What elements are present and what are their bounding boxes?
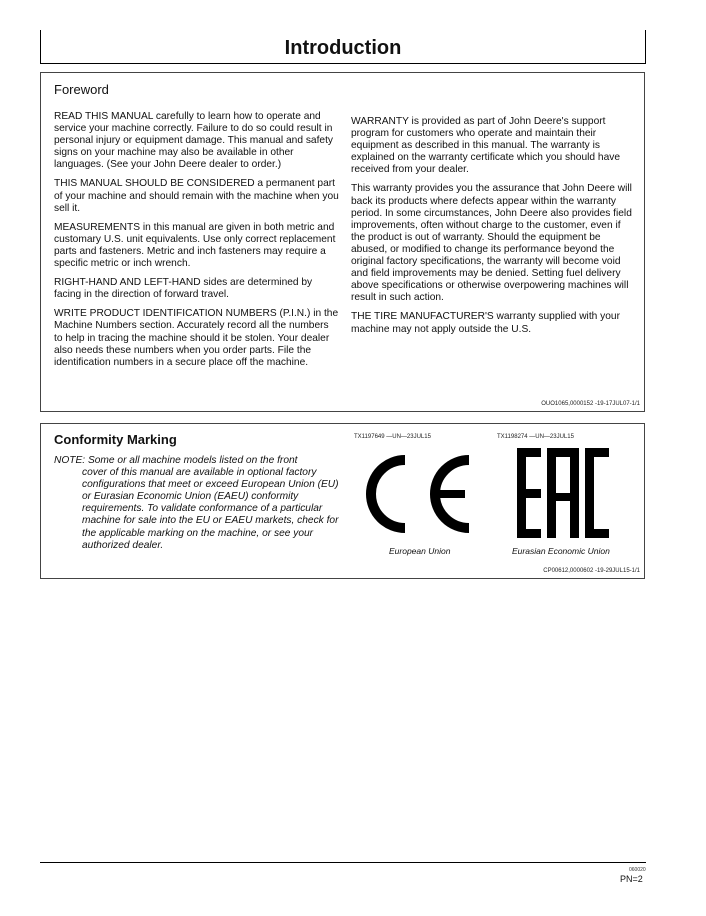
foreword-paragraph: THIS MANUAL SHOULD BE CONSIDERED a permanent part of your machine and should remain with the machine when you sell it. — [54, 178, 339, 214]
page-number: PN=2 — [620, 874, 643, 884]
foreword-paragraph: WRITE PRODUCT IDENTIFICATION NUMBERS (P.I.N.) in the Machine Numbers section. Accurately record all the numbers to help in tracing the machine should it be stolen. Your dealer also needs these numbers when you order parts. File the identification numbers in a secure place off the machine. — [54, 308, 339, 368]
foreword-heading: Foreword — [54, 82, 109, 97]
foreword-paragraph: RIGHT-HAND AND LEFT-HAND sides are determined by facing in the direction of forward travel. — [54, 277, 313, 301]
note-body: cover of this manual are available in optional factory configurations that meet or exceed European Union (EU) or Eurasian Economic Union (EAEU) conformity requirements. To validate conformance of a particular machine for sale into the EU or EAEU markets, check for the applicable marking on the machine, or see your authorized dealer. — [82, 467, 339, 551]
foreword-left-column — [54, 111, 339, 376]
note-first-line: NOTE: Some or all machine models listed on the front — [54, 455, 298, 466]
ce-caption: European Union — [389, 546, 451, 556]
foreword-section — [40, 72, 645, 412]
ce-mark-icon — [365, 454, 475, 534]
foreword-paragraph: This warranty provides you the assurance that John Deere will back its products where defects appear within the warranty period. In some circumstances, John Deere also provides field improvements, often without charge to the customer, even if the product is out of warranty. Should the equipment be abused, or modified to change its performance beyond the original factory specifications, the warranty will become void and field improvements may be denied. Setting fuel delivery above specifications or otherwise overpowering machines will result in such action. — [351, 183, 632, 304]
page-title: Introduction — [284, 37, 402, 59]
footer-rule — [40, 862, 646, 863]
eac-caption: Eurasian Economic Union — [512, 546, 610, 556]
conformity-note — [54, 455, 344, 552]
foreword-paragraph: THE TIRE MANUFACTURER'S warranty supplied with your machine may not apply outside the U.S. — [351, 311, 620, 335]
foreword-ref-code: OUO1065,0000152 -19-17JUL07-1/1 — [541, 401, 640, 407]
foreword-paragraph: WARRANTY is provided as part of John Deere's support program for customers who operate and maintain their equipment as described in this manual. The warranty is explained on the warranty certificate which you should have received from your dealer. — [351, 116, 620, 176]
foreword-right-column — [351, 116, 636, 343]
foreword-paragraph: READ THIS MANUAL carefully to learn how to operate and service your machine correctly. Failure to do so could result in personal injury or equipment damage. This manual and safety signs on your machine may also be available in other languages. (See your John Deere dealer to order.) — [54, 111, 333, 171]
eac-mark-icon — [517, 448, 609, 538]
eac-image-code: TX1198274 —UN—23JUL15 — [497, 434, 574, 440]
ce-image-code: TX1197649 —UN—23JUL15 — [354, 434, 431, 440]
conformity-section — [40, 423, 645, 579]
foreword-paragraph: MEASUREMENTS in this manual are given in both metric and customary U.S. unit equivalents. Use only correct replacement parts and fasteners. Metric and inch fasteners may require a specific metric or inch wrench. — [54, 221, 336, 270]
footer-small-code: 060020 — [629, 867, 646, 873]
conformity-ref-code: CP00612,0000602 -19-29JUL15-1/1 — [543, 568, 640, 574]
conformity-heading: Conformity Marking — [54, 432, 177, 447]
title-underline — [40, 63, 646, 64]
